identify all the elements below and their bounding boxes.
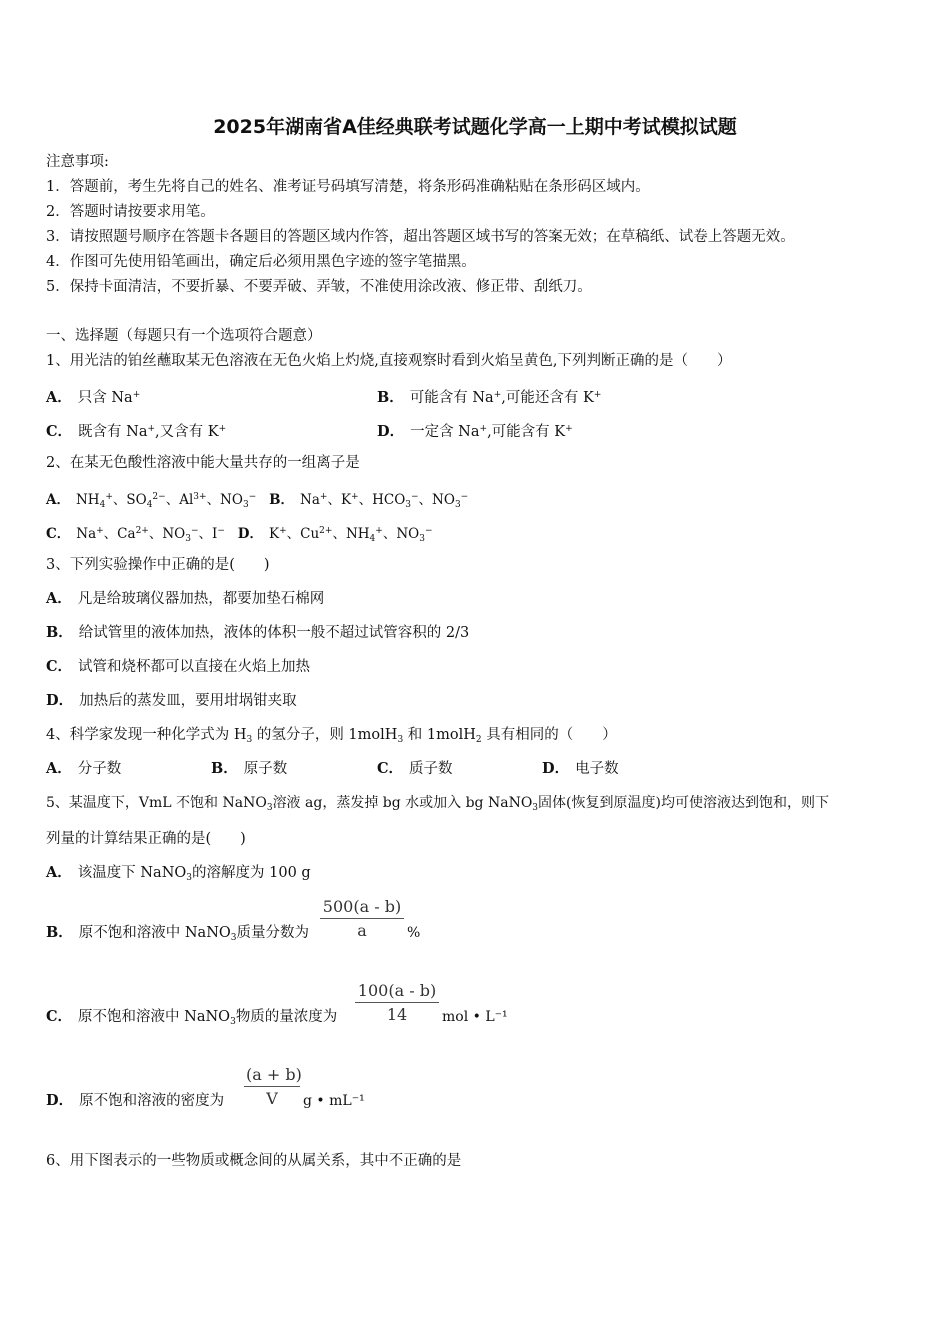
q3-option-c — [46, 657, 310, 677]
notice-item-5: 5．保持卡面清洁，不要折暴、不要弄破、弄皱，不准使用涂改液、修正带、刮纸刀。 — [46, 279, 592, 295]
q5-stem-line-1 — [46, 793, 829, 818]
q4-a-label: A． — [46, 760, 72, 777]
q5-d-fraction — [244, 1065, 300, 1108]
q4-stem — [46, 725, 617, 750]
q5-d-unit: g • mL⁻¹ — [303, 1093, 365, 1109]
subscript: 3 — [246, 735, 253, 745]
q2-d-label: D． — [237, 526, 263, 542]
fraction-denominator: a — [357, 921, 367, 940]
q4-a-text: 分子数 — [77, 761, 122, 777]
q5-a-text: 该温度下 NaNO — [77, 865, 187, 881]
q4-stem-part: 和 1molH — [403, 727, 476, 743]
q1-option-a — [46, 385, 140, 408]
superscript: + — [493, 390, 502, 400]
q5-stem-part: 5、某温度下，VmL 不饱和 NaNO — [46, 795, 267, 811]
q3-d-text: 加热后的蒸发皿，要用坩埚钳夹取 — [79, 693, 297, 709]
q1-b-text: 可能含有 Na — [409, 390, 494, 406]
q4-d-label: D． — [542, 760, 570, 777]
q4-option-b — [211, 759, 287, 779]
q2-c-label: C． — [46, 526, 71, 542]
superscript: + — [565, 424, 573, 434]
q5-stem-part: 溶液 ag，蒸发掉 bg 水或加入 bg NaNO — [272, 795, 533, 811]
q1-d-label: D． — [377, 423, 405, 440]
q1-b-label: B． — [377, 389, 404, 406]
notice-item-1: 1．答题前，考生先将自己的姓名、准考证号码填写清楚，将条形码准确粘贴在条形码区域内。 — [46, 179, 650, 195]
q4-d-text: 电子数 — [575, 761, 619, 777]
q2-a-label: A． — [46, 492, 70, 508]
subscript: 3 — [186, 873, 193, 883]
q4-c-text: 质子数 — [409, 761, 453, 777]
q1-c-text-2: ,又含有 K — [155, 424, 219, 440]
q1-a-text: 只含 Na — [77, 390, 133, 406]
q2-options-cd: C． Na+、$Ca^{2+}$、$NO_3^-$、I− D． K+、$Cu^{2+}$、$NH_4^+$、$NO_3^-$ — [46, 526, 433, 544]
q5-d-label: D． — [46, 1092, 74, 1109]
q3-b-text: 给试管里的液体加热，液体的体积一般不超过试管容积的 2/3 — [78, 625, 470, 641]
fraction-denominator: 14 — [386, 1005, 408, 1024]
q5-c-unit: mol • L⁻¹ — [442, 1009, 508, 1025]
notice-item-2: 2．答题时请按要求用笔。 — [46, 204, 215, 220]
q1-option-b — [377, 385, 601, 408]
q4-b-label: B． — [211, 760, 238, 777]
q1-c-label: C． — [46, 423, 73, 440]
page-title: 2025年湖南省A佳经典联考试题化学高一上期中考试模拟试题 — [213, 116, 737, 138]
superscript: + — [218, 424, 227, 434]
q4-option-c — [377, 759, 453, 779]
fraction-denominator: V — [266, 1089, 278, 1108]
q3-c-label: C． — [46, 658, 73, 675]
q2-options-ab: A． $NH_4^+$、$SO_4^{2-}$、$Al^{3+}$、$NO_3^-$ B． Na+、K+、$HCO_3^-$、$NO_3^-$ — [46, 492, 469, 510]
q3-a-text: 凡是给玻璃仪器加热，都要加垫石棉网 — [77, 591, 325, 607]
q5-c-text: 原不饱和溶液中 NaNO — [78, 1009, 231, 1025]
notice-heading: 注意事项: — [46, 154, 109, 170]
q5-b-text: 原不饱和溶液中 NaNO — [78, 925, 231, 941]
q2-b-label: B． — [269, 492, 295, 508]
q1-b-text-2: ,可能还含有 K — [501, 390, 594, 406]
q3-a-label: A． — [46, 590, 72, 607]
q3-option-a — [46, 589, 324, 609]
q5-c-label: C． — [46, 1008, 73, 1025]
q1-c-text: 既含有 Na — [78, 424, 148, 440]
q3-option-d — [46, 691, 297, 711]
q3-option-b — [46, 623, 469, 643]
subscript: 3 — [397, 735, 404, 745]
q3-b-label: B． — [46, 624, 73, 641]
q4-stem-part: 的氢分子，则 1molH — [252, 727, 398, 743]
q1-option-c — [46, 419, 226, 442]
superscript: + — [479, 424, 488, 434]
q3-c-text: 试管和烧杯都可以直接在火焰上加热 — [78, 659, 311, 675]
fraction-numerator: 500(a - b) — [322, 897, 402, 916]
q2-stem: 2、在某无色酸性溶液中能大量共存的一组离子是 — [46, 455, 360, 471]
q5-option-b — [46, 923, 309, 948]
subscript: 3 — [532, 803, 539, 813]
notice-item-3: 3．请按照题号顺序在答题卡各题目的答题区域内作答，超出答题区域书写的答案无效；在草稿纸、试卷上答题无效。 — [46, 229, 795, 245]
q5-c-fraction — [355, 981, 439, 1024]
q5-b-text-2: 质量分数为 — [236, 925, 310, 941]
subscript: 3 — [230, 933, 237, 943]
q5-c-text-2: 物质的量浓度为 — [235, 1009, 338, 1025]
q5-a-text-2: 的溶解度为 100 g — [192, 865, 311, 881]
q5-d-text: 原不饱和溶液的密度为 — [79, 1093, 225, 1109]
q5-stem-line-2: 列量的计算结果正确的是( ) — [46, 831, 246, 847]
superscript: + — [132, 390, 141, 400]
q3-d-label: D． — [46, 692, 74, 709]
q4-b-text: 原子数 — [243, 761, 288, 777]
q3-stem: 3、下列实验操作中正确的是( ) — [46, 557, 270, 573]
q5-option-a — [46, 863, 311, 888]
q5-a-label: A． — [46, 864, 72, 881]
q6-stem: 6、用下图表示的一些物质或概念间的从属关系，其中不正确的是 — [46, 1153, 462, 1169]
q5-b-label: B． — [46, 924, 73, 941]
q1-d-text-2: ,可能含有 K — [487, 424, 566, 440]
q5-option-d — [46, 1091, 224, 1111]
q5-b-fraction — [320, 897, 404, 940]
q5-option-c — [46, 1007, 337, 1032]
q1-option-d — [377, 419, 573, 442]
q4-stem-part: 具有相同的（ ） — [481, 727, 617, 743]
fraction-numerator: (a + b) — [246, 1065, 302, 1084]
q4-c-label: C． — [377, 760, 404, 777]
subscript: 2 — [475, 735, 482, 745]
q1-a-label: A． — [46, 389, 72, 406]
q5-b-unit: % — [407, 925, 421, 941]
fraction-numerator: 100(a - b) — [357, 981, 437, 1000]
q4-option-a — [46, 759, 121, 779]
subscript: 3 — [266, 803, 273, 813]
notice-item-4: 4．作图可先使用铅笔画出，确定后必须用黑色字迹的签字笔描黑。 — [46, 254, 476, 270]
superscript: + — [147, 424, 156, 434]
superscript: + — [593, 390, 602, 400]
q5-stem-part: 固体(恢复到原温度)均可使溶液达到饱和，则下 — [538, 795, 829, 811]
subscript: 3 — [230, 1017, 236, 1027]
q4-stem-part: 4、科学家发现一种化学式为 H — [46, 727, 247, 743]
q1-stem: 1、用光洁的铂丝蘸取某无色溶液在无色火焰上灼烧,直接观察时看到火焰呈黄色,下列判断正确的是（ ） — [46, 353, 732, 369]
q1-d-text: 一定含 Na — [410, 424, 480, 440]
section-heading: 一、选择题（每题只有一个选项符合题意） — [46, 328, 322, 344]
q4-option-d — [542, 759, 619, 779]
